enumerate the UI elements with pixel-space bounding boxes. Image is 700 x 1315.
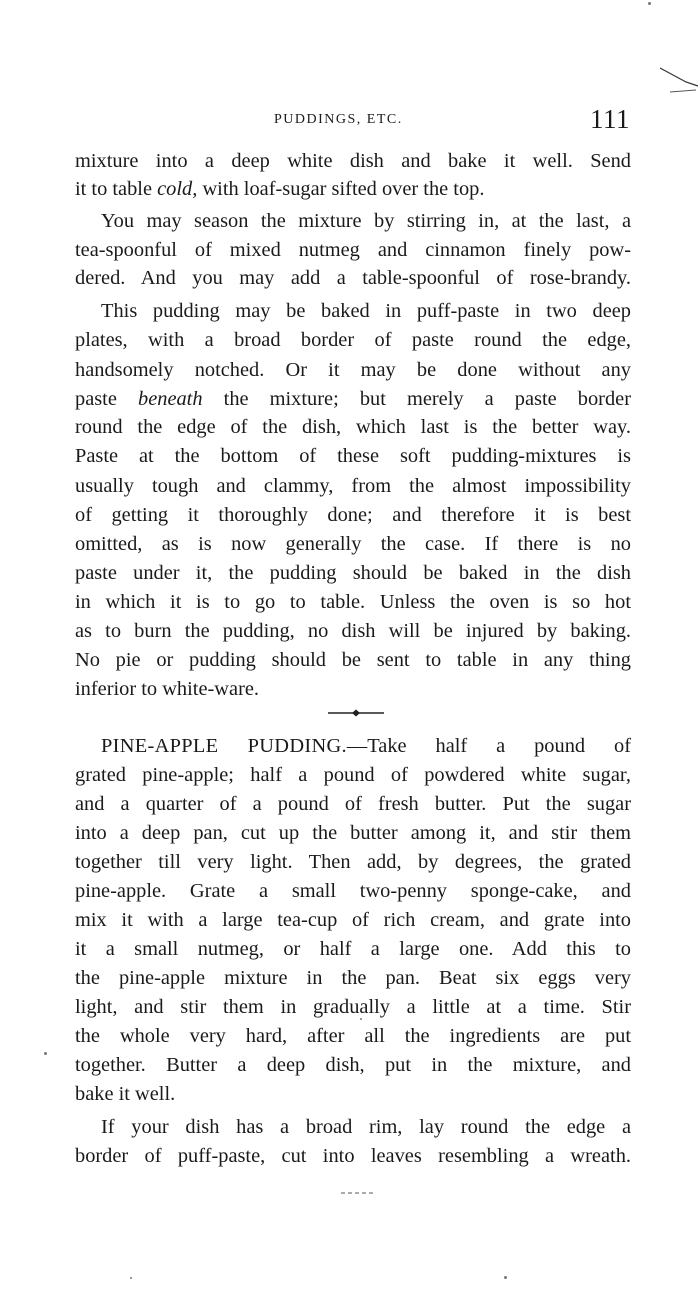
text-line: paste beneath the mixture; but merely a paste border (75, 388, 631, 410)
text-line: round the edge of the dish, which last is the better way. (75, 416, 631, 438)
ink-speck (130, 1277, 132, 1279)
text-line: grated pine-apple; half a pound of powdered white sugar, (75, 764, 631, 786)
text-line: mix it with a large tea-cup of rich cream, and grate into (75, 909, 631, 931)
text-line: it to table cold, with loaf-sugar sifted over the top. (75, 178, 485, 200)
text-line: mixture into a deep white dish and bake it well. Send (75, 150, 631, 172)
section-divider-ornament (328, 709, 384, 717)
ink-speck (44, 1052, 47, 1055)
italic-emphasis: beneath (138, 388, 203, 410)
text-line: Paste at the bottom of these soft pudding-mixtures is (75, 445, 631, 467)
text-line: the whole very hard, after all the ingredients are put (75, 1025, 631, 1047)
text-line: and a quarter of a pound of fresh butter. Put the sugar (75, 793, 631, 815)
page-corner-mark (656, 60, 700, 100)
text-line: pine-apple. Grate a small two-penny sponge-cake, and (75, 880, 631, 902)
text-line: of getting it thoroughly done; and therefore it is best (75, 504, 631, 526)
text-line: into a deep pan, cut up the butter among it, and stir them (75, 822, 631, 844)
text-line: You may season the mixture by stirring in, at the last, a (101, 210, 631, 232)
italic-emphasis: cold, (157, 178, 198, 200)
ink-speck (648, 2, 651, 5)
recipe-heading: PINE-APPLE PUDDING. (101, 735, 347, 757)
text-line: omitted, as is now generally the case. If there is no (75, 533, 631, 555)
text-line: as to burn the pudding, no dish will be injured by baking. (75, 620, 631, 642)
page-number: 111 (590, 104, 630, 134)
text-line: the pine-apple mixture in the pan. Beat six eggs very (75, 967, 631, 989)
text-line: handsomely notched. Or it may be done without any (75, 359, 631, 381)
text-line: it a small nutmeg, or half a large one. Add this to (75, 938, 631, 960)
text-line: usually tough and clammy, from the almost impossibility (75, 475, 631, 497)
text-line: light, and stir them in gradually a little at a time. Stir (75, 996, 631, 1018)
text-line: together. Butter a deep dish, put in the mixture, and (75, 1054, 631, 1076)
text-line: bake it well. (75, 1083, 176, 1105)
running-title: PUDDINGS, ETC. (274, 112, 403, 127)
text-line: dered. And you may add a table-spoonful of rose-brandy. (75, 267, 631, 289)
text-line: tea-spoonful of mixed nutmeg and cinnamon finely pow- (75, 239, 631, 261)
text-line: together till very light. Then add, by degrees, the grated (75, 851, 631, 873)
text-line: This pudding may be baked in puff-paste in two deep (101, 300, 631, 322)
text-line: plates, with a broad border of paste round the edge, (75, 329, 631, 351)
text-line: If your dish has a broad rim, lay round the edge a (101, 1116, 631, 1138)
text-line: in which it is to go to table. Unless the oven is so hot (75, 591, 631, 613)
running-header (76, 104, 630, 136)
ink-speck (504, 1276, 507, 1279)
text-line: border of puff-paste, cut into leaves resembling a wreath. (75, 1145, 631, 1167)
text-line: PINE-APPLE PUDDING.—Take half a pound of (101, 735, 631, 757)
text-line: inferior to white-ware. (75, 678, 260, 700)
text-line: paste under it, the pudding should be baked in the dish (75, 562, 631, 584)
text-line: No pie or pudding should be sent to table in any thing (75, 649, 631, 671)
page-end-mark (341, 1191, 375, 1195)
